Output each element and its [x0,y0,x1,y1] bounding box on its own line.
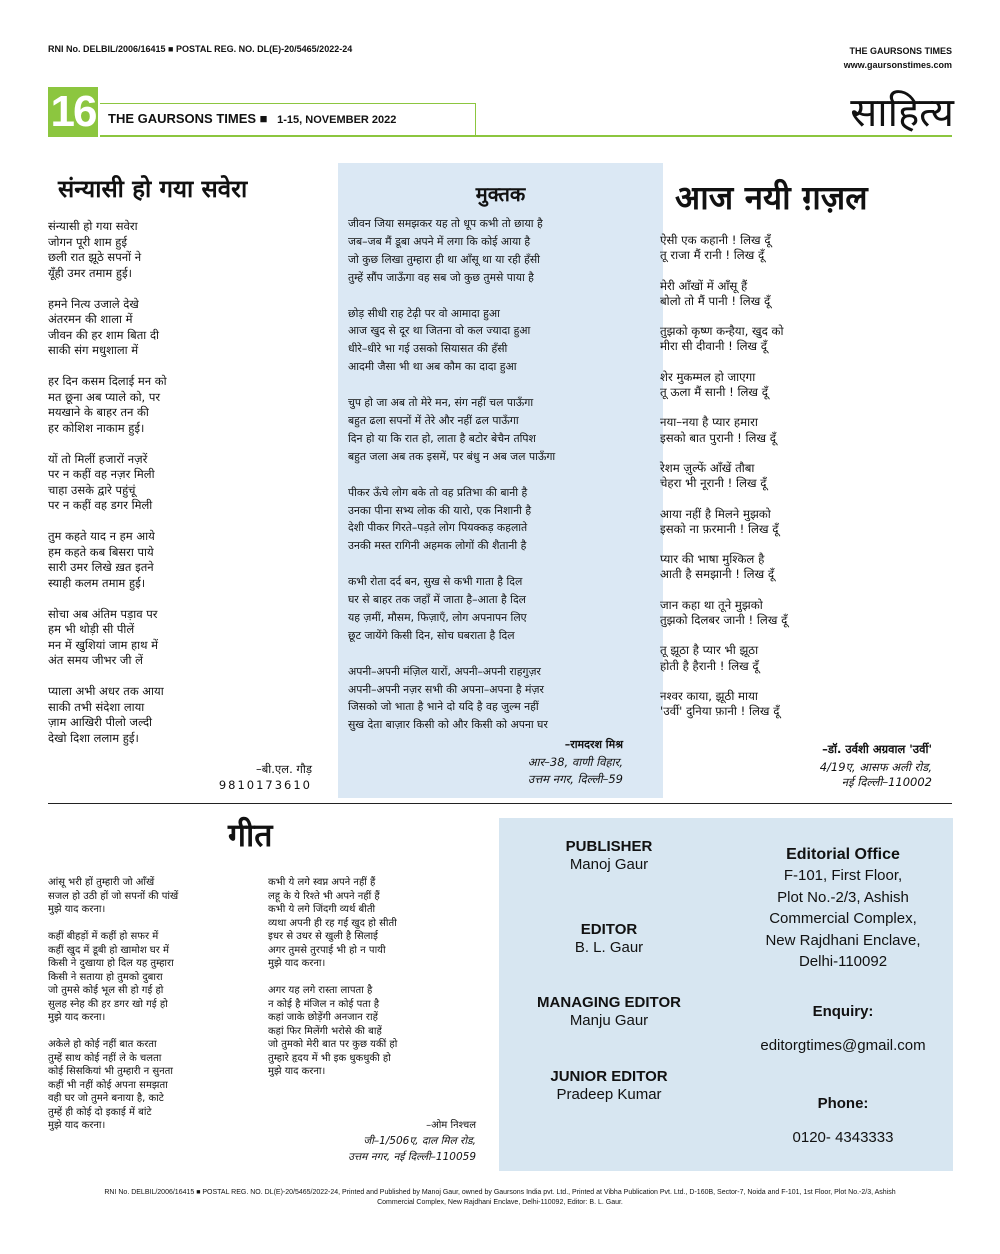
publisher-block [509,838,709,874]
section-divider [48,803,952,804]
office-line4: New Rajdhani Enclave, [765,931,921,949]
geet-col2: कभी ये लगे स्वप्न अपने नहीं हैं लहू के ये रिश्ते भी अपने नहीं हैं कभी ये लगे जिंदगी व्यर्थ बीती व्यथा अपनी ही रह गई खुद हो सीती इधर से उधर से खुली है सिलाई अगर तुमसे तुरपाई भी हो न पायी मुझे याद करना। अगर यह लगे रास्ता लापता है न कोई है मंजिल न कोई पता है कहां जाके छोड़ेंगी अनजान राहें कहां फिर मिलेंगी भरोसे की बाहें जो तुमको मेरी बात पर कुछ यकीं हो तुम्हारे हृदय में भी इक धुकधुकी हो मुझे याद करना। [268,877,398,1077]
poem2-author: –रामदरश मिश्र [564,738,623,751]
poem1-author: –बी.एल. गौड़ [255,762,312,776]
junior-editor-block [509,1068,709,1104]
office-line3: Commercial Complex, [769,910,917,927]
enquiry-label: Enquiry: [812,1003,874,1020]
section-title: साहित्य [850,90,954,136]
poem2-body: जीवन जिया समझकर यह तो धूप कभी तो छाया है जब–जब मैं डूबा अपने में लगा कि कोई आया है जो कुछ लिखा तुम्हारा ही था आँसू था या रही हँसी तुम्हें सौंप जाऊँगा वह सब जो कुछ तुमसे पाया है छोड़ सीधी राह टेढ़ी पर वो आमादा हुआ आज खुद से दूर था जितना वो कल ज्यादा हुआ धीरे–धीरे भा गई उसको सियासत की हँसी आदमी जैसा भी था अब कौम का दादा हुआ चुप हो जा अब तो मेरे मन, संग नहीं चल पाऊँगा बहुत ढला सपनों में तेरे और नहीं ढल पाऊँगा दिन हो या कि रात हो, लाता है बटोर बेचैन तपिश बहुत जला अब तक इसमें, पर बंधु न अब जल पाऊँगा पीकर ऊँचे लोग बके तो वह प्रतिभा की बानी है उनका पीना सभ्य लोक की यारो, एक निशानी है देशी पीकर गिरते–पड़ते लोग पियक्कड़ कहलाते उनकी मस्त रागिनी अहमक लोगों की शैतानी है कभी रोता दर्द बन, सुख से कभी गाता है दिल घर से बाहर तक जहाँ में जाता है–आता है दिल यह ज़मीं, मौसम, फिज़ाएँ, लोग अपनापन लिए छूट जायेंगे किसी दिन, सोच घबराता है दिल अपनी–अपनी मंज़िल यारों, अपनी–अपनी राहगुज़र अपनी–अपनी नज़र सभी की अपना–अपना है मंज़र जिसको जो भाता है भाने दो यदि है वह जुल्म नहीं सुख देता बाज़ार किसी को और किसी को अपना घर [348,217,556,732]
editorial-office-block [733,845,953,973]
poem3-address2: नई दिल्ली–110002 [841,775,932,789]
poem1-phone: 9810173610 [218,778,312,792]
poem2-title: मुक्तक [475,182,526,206]
poem3-title: आज नयी ग़ज़ल [675,178,868,217]
junior-editor-name: Pradeep Kumar [556,1086,662,1103]
poem3-author: –डॉ. उर्वशी अग्रवाल 'उर्वी' [822,742,932,756]
footer-imprint: RNI No. DELBIL/2006/16415 ■ POSTAL REG. NO. DL(E)-20/5465/2022-24, Printed and Published by Manoj Gaur, owned by Gaursons India pvt. Ltd., Printed at Vibha Publication Pvt. Ltd., D-160B, Sector-7, Noida and F-101, 1st Floor, Plot No.-2/3, Ashish Commercial Complex, New Rajdhani Enclave, Delhi-110092, Editor: B. L. Gaur. [104,1189,896,1206]
office-label: Editorial Office [786,846,900,863]
publisher-name: Manoj Gaur [569,856,649,873]
title-strip-text [108,111,396,126]
office-line2: Plot No.-2/3, Ashish [777,888,909,906]
email-link[interactable]: editorgtimes@gmail.com [760,1037,926,1054]
poem1-body: संन्यासी हो गया सवेरा जोगन पूरी शाम हुई छली रात झूठे सपनों ने यूँही उमर तमाम हुई। हमने नित्य उजाले देखे अंतरमन की शाला में जीवन की हर शाम बिता दी साकी संग मधुशाला में हर दिन कसम दिलाई मन को मत छूना अब प्याले को, पर मयखाने के बाहर तन की हर कोशिश नाकाम हुई। यों तो मिलीं हजारों नज़रें पर न कहीं वह नज़र मिली चाहा उसके द्वारे पहुंचूं पर न कहीं वह डगर मिली तुम कहते याद न हम आये हम कहते कब बिसरा पाये सारी उमर लिखे ख़त इतने स्याही कलम तमाम हुई। सोचा अब अंतिम पड़ाव पर हम भी थोड़ी सी पीलें मन में खुशियां जाम हाथ में अंत समय जीभर जी लें प्याला अभी अधर तक आया साकी तभी संदेशा लाया ज़ाम आखिरी पीलो जल्दी देखो दिशा ललाम हुई। [48,219,167,745]
phone-number-block [733,1129,953,1147]
page-number: 16 [48,87,98,137]
poem3-body: ऐसी एक कहानी ! लिख दूँ तू राजा मैं रानी ! लिख दूँ मेरी आँखों में आँसू हैं बोलो तो मैं पानी ! लिख दूँ तुझको कृष्ण कन्हैया, खुद को मीरा सी दीवानी ! लिख दूँ शेर मुकम्मल हो जाएगा तू ऊला मैं सानी ! लिख दूँ नया–नया है प्यार हमारा इसको बात पुरानी ! लिख दूँ रेशम ज़ुल्फें आँखें तौबा चेहरा भी नूरानी ! लिख दूँ आया नहीं है मिलने मुझको इसको ना फ़रमानी ! लिख दूँ प्यार की भाषा मुश्किल है आती है समझानी ! लिख दूँ जान कहा था तूने मुझको तुझको दिलबर जानी ! लिख दूँ तू झूठा है प्यार भी झूठा होती है हैरानी ! लिख दूँ नश्वर काया, झूठी माया 'उर्वी' दुनिया फ़ानी ! लिख दूँ [660,233,788,719]
enquiry-block [733,1003,953,1021]
poem2-address1: आर–38, वाणी विहार, [527,755,623,769]
editor-name: B. L. Gaur [574,939,644,956]
poem1-title: संन्यासी हो गया सवेरा [58,174,248,203]
editor-label: EDITOR [580,921,638,938]
geet-title: गीत [228,816,273,854]
office-line1: F-101, First Floor, [783,867,903,884]
managing-editor-name: Manju Gaur [569,1012,649,1029]
managing-editor-block [509,994,709,1030]
geet-author: –ओम निश्चल [426,1120,476,1131]
registration-line: RNI No. DELBIL/2006/16415 ■ POSTAL REG. NO. DL(E)-20/5465/2022-24 [48,44,353,54]
geet-col1: आंसू भरी हों तुम्हारी जो आँखें सजल हो उठी हों जो सपनों की पांखें मुझे याद करना। कहीं बीहड़ों में कहीं हो सफर में कहीं खुद में डूबी हो खामोश घर में किसी ने दुखाया हो दिल यह तुम्हारा किसी ने सताया हो तुमको दुबारा जो तुमसे कोई भूल सी हो गई हो सुलह स्नेह की हर डगर खो गई हो मुझे याद करना। अकेले हो कोई नहीं बात करता तुम्हें साथ कोई नहीं ले के चलता कोई सिसकियां भी तुम्हारी न सुनता कहीं भी नहीं कोई अपना समझता वही घर जो तुमने बनाया है, काटे तुम्हें ही कोई दो इकाई में बांटे मुझे याद करना। [48,877,179,1131]
issue-date: 1-15, NOVEMBER 2022 [277,114,397,126]
phone-number: 0120- 4343333 [792,1129,894,1146]
phone-label: Phone: [817,1095,869,1112]
managing-editor-label: MANAGING EDITOR [537,994,681,1011]
paper-name: THE GAURSONS TIMES ■ [108,111,268,126]
junior-editor-label: JUNIOR EDITOR [550,1068,668,1085]
geet-address1: जी–1/506ए, दाल मिल रोड, [363,1135,476,1147]
geet-address2: उत्तम नगर, नई दिल्ली–110059 [348,1151,476,1163]
publisher-label: PUBLISHER [565,838,653,855]
email-block [733,1037,953,1055]
header-rule [100,135,952,137]
phone-block [733,1095,953,1113]
poem3-address1: 4/19ए, आसफ अली रोड, [819,760,932,774]
website-link[interactable]: www.gaursonstimes.com [843,60,952,70]
editor-block [509,921,709,957]
poem2-address2: उत्तम नगर, दिल्ली–59 [527,772,623,786]
paper-name-right: THE GAURSONS TIMES [849,46,952,56]
office-line5: Delhi-110092 [798,953,888,970]
header-right [844,44,952,72]
